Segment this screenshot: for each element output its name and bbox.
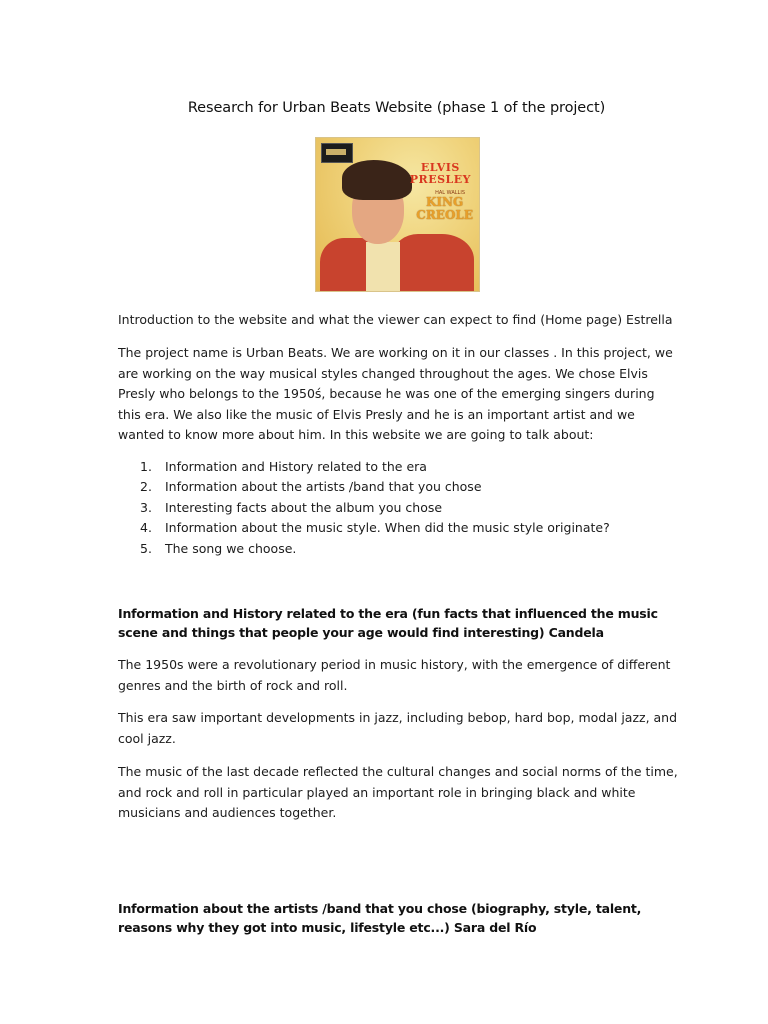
list-item: 4. Information about the music style. When did the music style originate? [140,520,610,536]
cover-album-title: KING CREOLE [416,195,473,222]
document-title: Research for Urban Beats Website (phase 1 of the project) [187,100,606,116]
cover-producer-credit: HAL WALLIS [435,190,465,196]
album-cover-image [315,137,480,292]
list-item: 3. Interesting facts about the album you chose [140,499,443,515]
era-paragraph-1: The 1950s were a revolutionary period in music history, with the emergence of different genres and the birth of rock and roll. [118,657,671,693]
record-label-logo [321,143,353,163]
topics-list [138,457,610,559]
intro-paragraph: The project name is Urban Beats. We are working on it in our classes . In this project, we are working on the way musical styles changed throughout the ages. We chose Elvis Presly who belongs to the 1950ś, because he was one of the emerging singers during this era. We also like the music of Elvis Presly and he is an important artist and we wanted to know more about him. In this website we are going to talk about: [118,345,673,442]
list-item: 5. The song we choose. [140,540,297,556]
section-era-heading: Information and History related to the era (fun facts that influenced the music scene and things that people your age would find interesting) Candela [118,606,658,640]
era-paragraph-2: This era saw important developments in jazz, including bebop, hard bop, modal jazz, and cool jazz. [118,710,678,746]
section-artist-heading: Information about the artists /band that you chose (biography, style, talent, reasons why they got into music, lifestyle etc...) Sara del Río [118,901,642,935]
list-item: 1. Information and History related to the era [140,459,427,474]
list-item: 2. Information about the artists /band that you chose [140,479,482,495]
cover-artist-name: ELVIS PRESLEY [409,161,471,186]
intro-heading: Introduction to the website and what the viewer can expect to find (Home page) Estrella [118,312,673,327]
era-paragraph-3: The music of the last decade reflected the cultural changes and social norms of the time, and rock and roll in particular played an important role in bringing black and white musicians and audiences together. [118,764,678,820]
